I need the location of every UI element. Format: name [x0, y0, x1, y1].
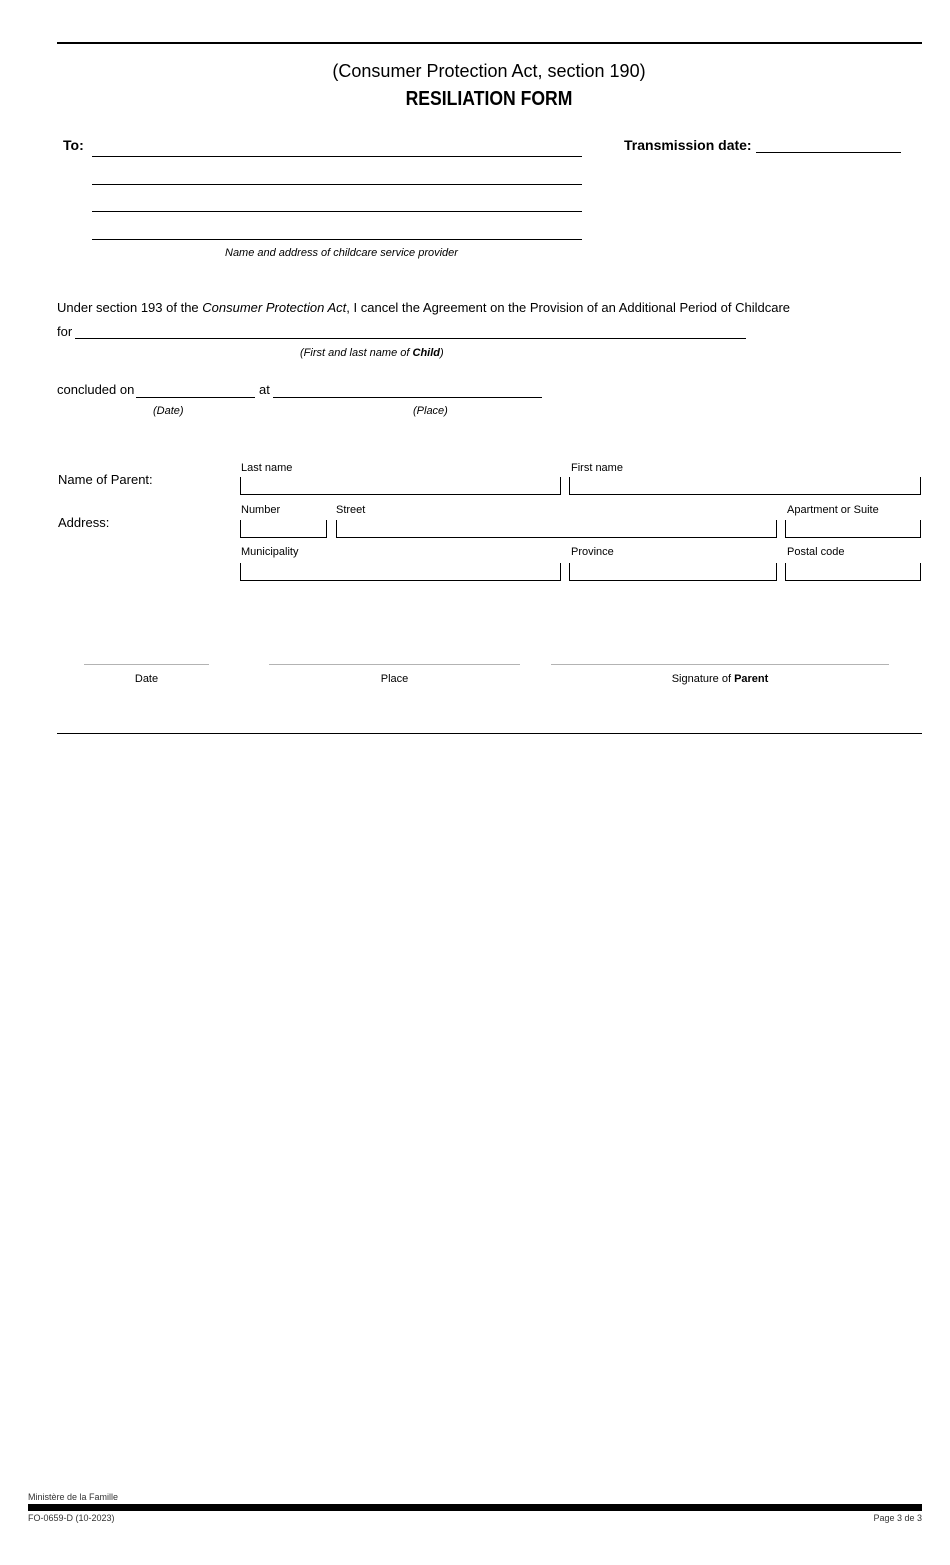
signature-parent-line[interactable] [551, 664, 889, 665]
concluded-date-line[interactable] [136, 397, 255, 398]
provider-caption: Name and address of childcare service provider [225, 247, 458, 259]
date-caption: (Date) [153, 405, 184, 417]
top-rule [57, 42, 922, 44]
footer-form-code: FO-0659-D (10-2023) [28, 1513, 115, 1523]
street-label: Street [336, 504, 366, 516]
signature-pre: Signature of [671, 673, 735, 685]
parent-name-label: Name of Parent: [58, 472, 153, 487]
last-name-label: Last name [241, 462, 293, 474]
signature-parent-label [551, 673, 889, 685]
apartment-field[interactable] [785, 520, 921, 538]
signature-date-line[interactable] [84, 664, 209, 665]
at-label: at [259, 382, 270, 397]
child-name-line[interactable] [75, 338, 746, 339]
child-caption [300, 347, 444, 359]
statement-part2: , I cancel the Agreement on the Provision of an Additional Period of Childcare [346, 300, 791, 315]
concluded-place-line[interactable] [273, 397, 542, 398]
postal-code-field[interactable] [785, 563, 921, 581]
signature-place-label: Place [380, 673, 409, 685]
street-field[interactable] [336, 520, 777, 538]
for-label: for [57, 324, 73, 339]
number-field[interactable] [240, 520, 327, 538]
provider-line-2[interactable] [92, 184, 582, 185]
child-caption-pre: (First and last name of [300, 347, 413, 359]
child-caption-post: ) [440, 347, 444, 359]
postal-code-label: Postal code [787, 546, 845, 558]
signature-date-label: Date [134, 673, 159, 685]
child-caption-bold: Child [412, 347, 440, 359]
footer-bar [28, 1504, 922, 1511]
municipality-label: Municipality [241, 546, 299, 558]
to-label: To: [63, 137, 84, 153]
form-title: RESILIATION FORM [405, 88, 573, 110]
province-label: Province [571, 546, 614, 558]
statement-part1: Under section 193 of the [57, 300, 203, 315]
concluded-on-label: concluded on [57, 382, 135, 397]
apartment-label: Apartment or Suite [787, 504, 879, 516]
address-label: Address: [58, 515, 110, 530]
form-bottom-rule [57, 733, 922, 734]
act-name: Consumer Protection Act [202, 300, 347, 315]
form-subtitle: (Consumer Protection Act, section 190) [332, 61, 646, 81]
provider-line-3[interactable] [92, 211, 582, 212]
first-name-field[interactable] [569, 477, 921, 495]
signature-place-line[interactable] [269, 664, 520, 665]
place-caption: (Place) [413, 405, 448, 417]
footer-page: Page 3 de 3 [873, 1513, 922, 1523]
provider-line-1[interactable] [92, 156, 582, 157]
province-field[interactable] [569, 563, 777, 581]
provider-line-4[interactable] [92, 239, 582, 240]
footer-ministry: Ministère de la Famille [28, 1492, 119, 1502]
municipality-field[interactable] [240, 563, 561, 581]
transmission-date-line[interactable] [756, 152, 901, 153]
last-name-field[interactable] [240, 477, 561, 495]
transmission-date-label: Transmission date: [624, 137, 752, 153]
signature-bold: Parent [734, 673, 769, 685]
number-label: Number [241, 504, 281, 516]
cancel-statement [57, 300, 790, 315]
first-name-label: First name [571, 462, 623, 474]
